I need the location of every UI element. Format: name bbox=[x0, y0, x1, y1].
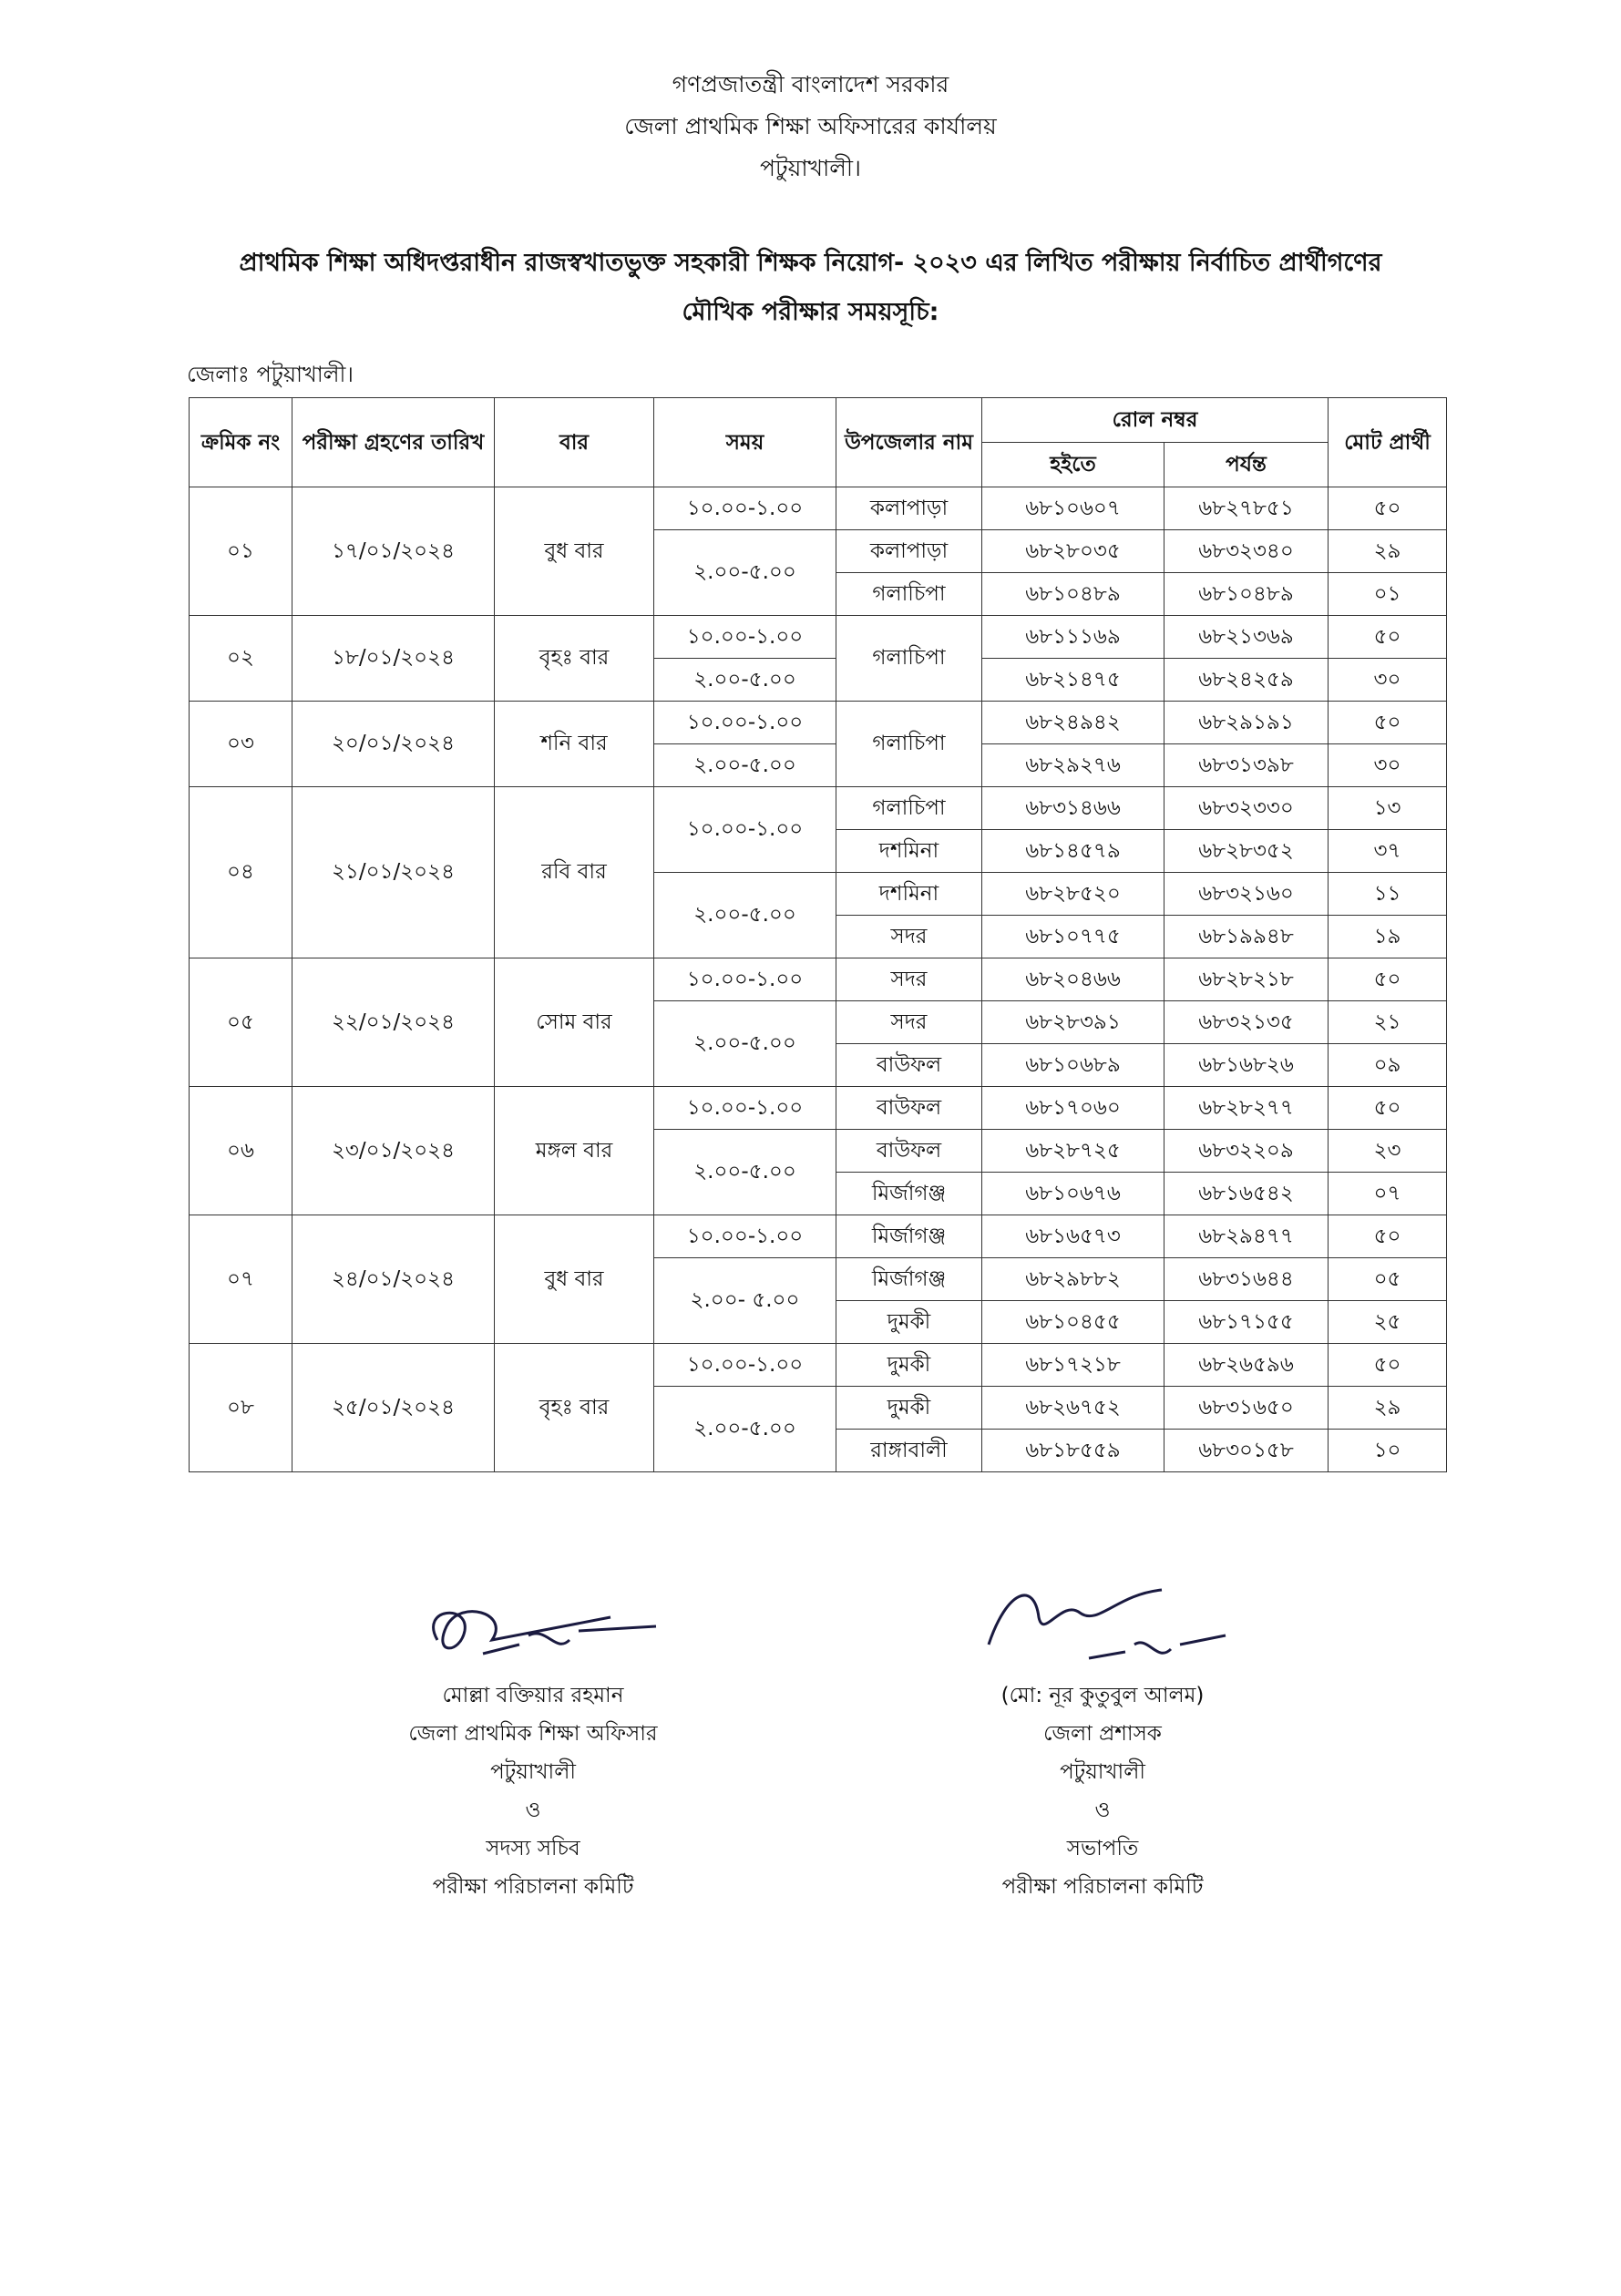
roll-to-cell: ৬৮১৯৯৪৮ bbox=[1164, 916, 1329, 958]
roll-from-cell: ৬৮১০৬৮৯ bbox=[982, 1044, 1164, 1087]
upazila-cell: মির্জাগঞ্জ bbox=[836, 1215, 982, 1258]
header-roll: রোল নম্বর bbox=[982, 398, 1329, 443]
total-cell: ১৯ bbox=[1329, 916, 1447, 958]
roll-to-cell: ৬৮২৮৩৫২ bbox=[1164, 830, 1329, 873]
designation-right: জেলা প্রশাসক bbox=[1043, 1722, 1162, 1746]
day-cell: বুধ বার bbox=[495, 487, 654, 616]
roll-to-cell: ৬৮৩২৩৪০ bbox=[1164, 530, 1329, 573]
total-cell: ৩০ bbox=[1329, 744, 1447, 787]
time-cell: ২.০০-৫.০০ bbox=[654, 873, 836, 958]
roll-from-cell: ৬৮১৭০৬০ bbox=[982, 1087, 1164, 1130]
header-upazila: উপজেলার নাম bbox=[836, 398, 982, 487]
table-row bbox=[190, 487, 1447, 530]
date-cell: ১৭/০১/২০২৪ bbox=[292, 487, 495, 616]
upazila-cell: মির্জাগঞ্জ bbox=[836, 1258, 982, 1301]
serial-cell: ০৮ bbox=[190, 1344, 292, 1472]
govt-name: গণপ্রজাতন্ত্রী বাংলাদেশ সরকার bbox=[672, 71, 949, 97]
signer-name-left: মোল্লা বক্তিয়ার রহমান bbox=[442, 1684, 624, 1707]
upazila-cell: রাঙ্গাবালী bbox=[836, 1430, 982, 1472]
roll-from-cell: ৬৮১০৪৮৯ bbox=[982, 573, 1164, 616]
roll-to-cell: ৬৮২৯১৯১ bbox=[1164, 702, 1329, 744]
upazila-cell: কলাপাড়া bbox=[836, 487, 982, 530]
time-cell: ১০.০০-১.০০ bbox=[654, 787, 836, 873]
total-cell: ০১ bbox=[1329, 573, 1447, 616]
day-cell: রবি বার bbox=[495, 787, 654, 958]
roll-to-cell: ৬৮৩০১৫৮ bbox=[1164, 1430, 1329, 1472]
signature-block-left bbox=[342, 1590, 724, 1906]
roll-from-cell: ৬৮১০৬০৭ bbox=[982, 487, 1164, 530]
roll-to-cell: ৬৮১৬৫৪২ bbox=[1164, 1173, 1329, 1215]
roll-from-cell: ৬৮২৯২৭৬ bbox=[982, 744, 1164, 787]
total-cell: ২১ bbox=[1329, 1001, 1447, 1044]
roll-from-cell: ৬৮২০৪৬৬ bbox=[982, 958, 1164, 1001]
roll-to-cell: ৬৮২৪২৫৯ bbox=[1164, 659, 1329, 702]
total-cell: ৫০ bbox=[1329, 1215, 1447, 1258]
day-cell: বৃহঃ বার bbox=[495, 616, 654, 702]
header-total: মোট প্রার্থী bbox=[1329, 398, 1447, 487]
date-cell: ২৫/০১/২০২৪ bbox=[292, 1344, 495, 1472]
total-cell: ১১ bbox=[1329, 873, 1447, 916]
place-right: পটুয়াখালী bbox=[1060, 1760, 1145, 1784]
roll-from-cell: ৬৮১০৭৭৫ bbox=[982, 916, 1164, 958]
roll-from-cell: ৬৮১৬৫৭৩ bbox=[982, 1215, 1164, 1258]
total-cell: ২৩ bbox=[1329, 1130, 1447, 1173]
roll-to-cell: ৬৮২৭৮৫১ bbox=[1164, 487, 1329, 530]
upazila-cell: দুমকী bbox=[836, 1301, 982, 1344]
total-cell: ০৫ bbox=[1329, 1258, 1447, 1301]
roll-from-cell: ৬৮১০৬৭৬ bbox=[982, 1173, 1164, 1215]
roll-to-cell: ৬৮৩২৩৩০ bbox=[1164, 787, 1329, 830]
roll-from-cell: ৬৮২৯৮৮২ bbox=[982, 1258, 1164, 1301]
document-title bbox=[137, 239, 1484, 337]
title-line-2: মৌখিক পরীক্ষার সময়সূচি: bbox=[682, 298, 939, 326]
upazila-cell: মির্জাগঞ্জ bbox=[836, 1173, 982, 1215]
time-cell: ২.০০-৫.০০ bbox=[654, 744, 836, 787]
table-header-row bbox=[190, 398, 1447, 443]
roll-from-cell: ৬৮২৮৩৯১ bbox=[982, 1001, 1164, 1044]
roll-to-cell: ৬৮২৮২১৮ bbox=[1164, 958, 1329, 1001]
signer-name-right: (মো: নূর কুতুবুল আলম) bbox=[1000, 1684, 1205, 1707]
handwritten-signature-left bbox=[383, 1590, 683, 1676]
date-cell: ২৪/০১/২০২৪ bbox=[292, 1215, 495, 1344]
total-cell: ৫০ bbox=[1329, 1344, 1447, 1387]
serial-cell: ০৭ bbox=[190, 1215, 292, 1344]
date-cell: ১৮/০১/২০২৪ bbox=[292, 616, 495, 702]
total-cell: ২৯ bbox=[1329, 530, 1447, 573]
roll-from-cell: ৬৮১০৪৫৫ bbox=[982, 1301, 1164, 1344]
day-cell: শনি বার bbox=[495, 702, 654, 787]
time-cell: ২.০০-৫.০০ bbox=[654, 659, 836, 702]
role-right: সভাপতি bbox=[1066, 1837, 1139, 1860]
roll-to-cell: ৬৮৩১৬৫০ bbox=[1164, 1387, 1329, 1430]
time-cell: ২.০০-৫.০০ bbox=[654, 1001, 836, 1087]
table-row bbox=[190, 1344, 1447, 1387]
upazila-cell: বাউফল bbox=[836, 1044, 982, 1087]
roll-from-cell: ৬৮২৪৯৪২ bbox=[982, 702, 1164, 744]
upazila-cell: কলাপাড়া bbox=[836, 530, 982, 573]
signature-block-right bbox=[911, 1572, 1294, 1906]
table-row bbox=[190, 958, 1447, 1001]
roll-to-cell: ৬৮২১৩৬৯ bbox=[1164, 616, 1329, 659]
roll-to-cell: ৬৮৩২১৩৫ bbox=[1164, 1001, 1329, 1044]
designation-left: জেলা প্রাথমিক শিক্ষা অফিসার bbox=[408, 1722, 658, 1746]
roll-to-cell: ৬৮১৬৮২৬ bbox=[1164, 1044, 1329, 1087]
total-cell: ১৩ bbox=[1329, 787, 1447, 830]
roll-from-cell: ৬৮২৮০৩৫ bbox=[982, 530, 1164, 573]
roll-from-cell: ৬৮১৪৫৭৯ bbox=[982, 830, 1164, 873]
header-date: পরীক্ষা গ্রহণের তারিখ bbox=[292, 398, 495, 487]
day-cell: বুধ বার bbox=[495, 1215, 654, 1344]
upazila-cell: সদর bbox=[836, 916, 982, 958]
total-cell: ৩৭ bbox=[1329, 830, 1447, 873]
time-cell: ১০.০০-১.০০ bbox=[654, 1344, 836, 1387]
header-time: সময় bbox=[654, 398, 836, 487]
schedule-table bbox=[189, 397, 1447, 1472]
date-cell: ২০/০১/২০২৪ bbox=[292, 702, 495, 787]
total-cell: ৫০ bbox=[1329, 702, 1447, 744]
total-cell: ২৯ bbox=[1329, 1387, 1447, 1430]
serial-cell: ০১ bbox=[190, 487, 292, 616]
roll-from-cell: ৬৮৩১৪৬৬ bbox=[982, 787, 1164, 830]
document-header bbox=[0, 64, 1621, 190]
upazila-cell: দশমিনা bbox=[836, 830, 982, 873]
table-row bbox=[190, 787, 1447, 830]
time-cell: ১০.০০-১.০০ bbox=[654, 1087, 836, 1130]
district-label: জেলাঃ পটুয়াখালী। bbox=[187, 362, 354, 387]
roll-from-cell: ৬৮২১৪৭৫ bbox=[982, 659, 1164, 702]
total-cell: ০৯ bbox=[1329, 1044, 1447, 1087]
total-cell: ০৭ bbox=[1329, 1173, 1447, 1215]
roll-from-cell: ৬৮২৬৭৫২ bbox=[982, 1387, 1164, 1430]
time-cell: ১০.০০-১.০০ bbox=[654, 487, 836, 530]
roll-from-cell: ৬৮১১১৬৯ bbox=[982, 616, 1164, 659]
date-cell: ২১/০১/২০২৪ bbox=[292, 787, 495, 958]
total-cell: ৫০ bbox=[1329, 958, 1447, 1001]
roll-to-cell: ৬৮১৭১৫৫ bbox=[1164, 1301, 1329, 1344]
day-cell: বৃহঃ বার bbox=[495, 1344, 654, 1472]
time-cell: ২.০০-৫.০০ bbox=[654, 1387, 836, 1472]
handwritten-signature-right bbox=[952, 1572, 1253, 1676]
header-roll-from: হইতে bbox=[982, 443, 1164, 487]
upazila-cell: বাউফল bbox=[836, 1130, 982, 1173]
header-serial: ক্রমিক নং bbox=[190, 398, 292, 487]
roll-to-cell: ৬৮১০৪৮৯ bbox=[1164, 573, 1329, 616]
upazila-cell: গলাচিপা bbox=[836, 616, 982, 702]
roll-from-cell: ৬৮১৮৫৫৯ bbox=[982, 1430, 1164, 1472]
total-cell: ২৫ bbox=[1329, 1301, 1447, 1344]
place-left: পটুয়াখালী bbox=[490, 1760, 576, 1784]
roll-to-cell: ৬৮৩১৩৯৮ bbox=[1164, 744, 1329, 787]
time-cell: ২.০০-৫.০০ bbox=[654, 530, 836, 616]
time-cell: ১০.০০-১.০০ bbox=[654, 616, 836, 659]
total-cell: ৩০ bbox=[1329, 659, 1447, 702]
table-row bbox=[190, 1215, 1447, 1258]
total-cell: ৫০ bbox=[1329, 1087, 1447, 1130]
roll-to-cell: ৬৮২৮২৭৭ bbox=[1164, 1087, 1329, 1130]
day-cell: মঙ্গল বার bbox=[495, 1087, 654, 1215]
upazila-cell: বাউফল bbox=[836, 1087, 982, 1130]
roll-to-cell: ৬৮২৬৫৯৬ bbox=[1164, 1344, 1329, 1387]
upazila-cell: সদর bbox=[836, 958, 982, 1001]
upazila-cell: গলাচিপা bbox=[836, 702, 982, 787]
time-cell: ২.০০- ৫.০০ bbox=[654, 1258, 836, 1344]
roll-to-cell: ৬৮৩১৬৪৪ bbox=[1164, 1258, 1329, 1301]
upazila-cell: দশমিনা bbox=[836, 873, 982, 916]
upazila-cell: দুমকী bbox=[836, 1344, 982, 1387]
time-cell: ১০.০০-১.০০ bbox=[654, 958, 836, 1001]
total-cell: ৫০ bbox=[1329, 616, 1447, 659]
upazila-cell: সদর bbox=[836, 1001, 982, 1044]
conjunction-right: ও bbox=[1094, 1799, 1111, 1822]
table-row bbox=[190, 702, 1447, 744]
serial-cell: ০৬ bbox=[190, 1087, 292, 1215]
total-cell: ১০ bbox=[1329, 1430, 1447, 1472]
office-location: পটুয়াখালী। bbox=[760, 155, 861, 181]
serial-cell: ০৫ bbox=[190, 958, 292, 1087]
serial-cell: ০৪ bbox=[190, 787, 292, 958]
time-cell: ১০.০০-১.০০ bbox=[654, 702, 836, 744]
roll-to-cell: ৬৮৩২২০৯ bbox=[1164, 1130, 1329, 1173]
total-cell: ৫০ bbox=[1329, 487, 1447, 530]
committee-left: পরীক্ষা পরিচালনা কমিটি bbox=[432, 1875, 634, 1899]
time-cell: ২.০০-৫.০০ bbox=[654, 1130, 836, 1215]
serial-cell: ০৩ bbox=[190, 702, 292, 787]
office-name: জেলা প্রাথমিক শিক্ষা অফিসারের কার্যালয় bbox=[624, 113, 997, 139]
date-cell: ২৩/০১/২০২৪ bbox=[292, 1087, 495, 1215]
committee-right: পরীক্ষা পরিচালনা কমিটি bbox=[1001, 1875, 1204, 1899]
header-roll-to: পর্যন্ত bbox=[1164, 443, 1329, 487]
roll-from-cell: ৬৮১৭২১৮ bbox=[982, 1344, 1164, 1387]
roll-from-cell: ৬৮২৮৫২০ bbox=[982, 873, 1164, 916]
table-row bbox=[190, 616, 1447, 659]
date-cell: ২২/০১/২০২৪ bbox=[292, 958, 495, 1087]
serial-cell: ০২ bbox=[190, 616, 292, 702]
upazila-cell: গলাচিপা bbox=[836, 573, 982, 616]
upazila-cell: গলাচিপা bbox=[836, 787, 982, 830]
header-day: বার bbox=[495, 398, 654, 487]
upazila-cell: দুমকী bbox=[836, 1387, 982, 1430]
roll-to-cell: ৬৮৩২১৬০ bbox=[1164, 873, 1329, 916]
day-cell: সোম বার bbox=[495, 958, 654, 1087]
roll-from-cell: ৬৮২৮৭২৫ bbox=[982, 1130, 1164, 1173]
time-cell: ১০.০০-১.০০ bbox=[654, 1215, 836, 1258]
role-left: সদস্য সচিব bbox=[486, 1837, 580, 1860]
table-row bbox=[190, 1087, 1447, 1130]
conjunction-left: ও bbox=[525, 1799, 541, 1822]
title-line-1: প্রাথমিক শিক্ষা অধিদপ্তরাধীন রাজস্বখাতভুক্ত সহকারী শিক্ষক নিয়োগ- ২০২৩ এর লিখিত পরীক্ষায় নির্বাচিত প্রার্থীগণের bbox=[239, 249, 1382, 277]
roll-to-cell: ৬৮২৯৪৭৭ bbox=[1164, 1215, 1329, 1258]
